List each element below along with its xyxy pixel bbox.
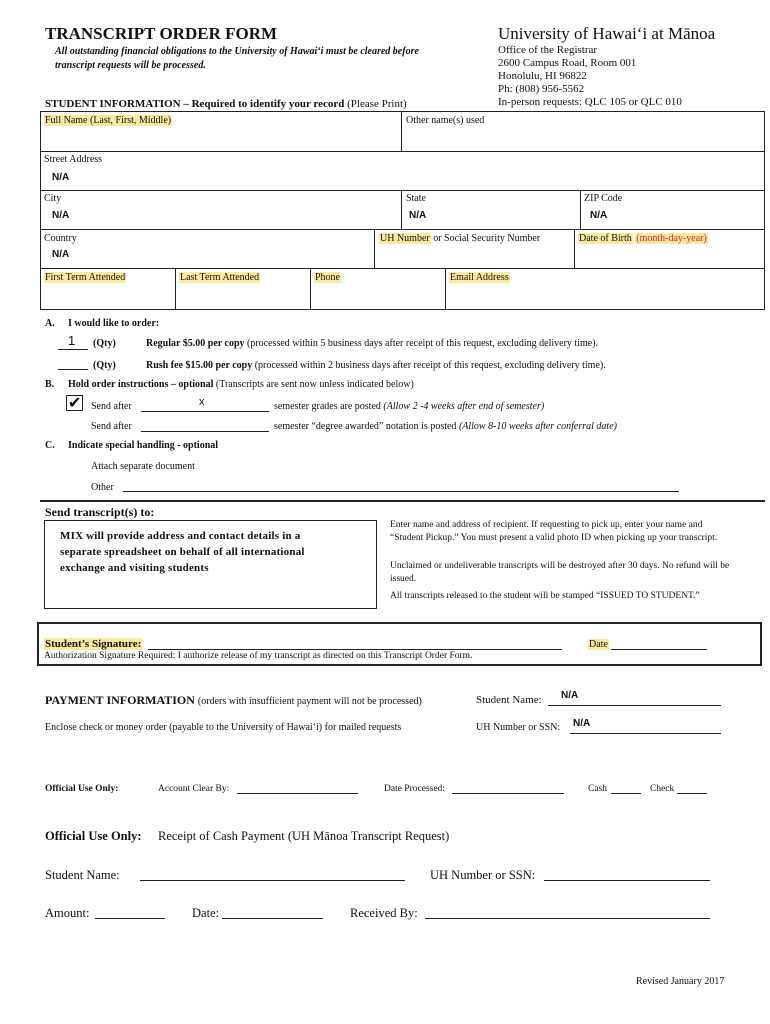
country-value[interactable]: N/A (52, 249, 70, 260)
payment-uh-ssn-input[interactable]: N/A (570, 722, 721, 734)
zip-label: ZIP Code (584, 193, 623, 204)
receipt-date-input[interactable] (222, 906, 323, 919)
payment-student-name-input[interactable]: N/A (548, 694, 721, 706)
payment-uh-ssn-label: UH Number or SSN: (476, 722, 561, 733)
receipt-student-name-label: Student Name: (45, 868, 120, 882)
attach-document-option[interactable]: Attach separate document (91, 461, 195, 472)
cash-label: Cash (588, 784, 607, 794)
state-value[interactable]: N/A (409, 210, 427, 221)
registrar-address-2: Honolulu, HI 96822 (498, 70, 587, 82)
checkmark-icon: ✔ (68, 393, 82, 412)
student-info-table (40, 111, 765, 310)
date-of-birth-field[interactable]: Date of Birth (month-day-year) (579, 233, 707, 244)
regular-option: Regular $5.00 per copy (processed within 5 business days after receipt of this request, excluding delivery time). (146, 338, 599, 349)
notice-line-2: transcript requests will be processed. (55, 60, 206, 71)
section-c-heading: Indicate special handling - optional (68, 440, 219, 451)
signature-date-input[interactable] (611, 639, 707, 650)
check-label: Check (650, 784, 675, 794)
cash-input[interactable] (611, 784, 641, 794)
rush-qty-input[interactable] (58, 358, 88, 370)
phone-field[interactable]: Phone (315, 272, 340, 283)
receipt-student-name-input[interactable] (140, 868, 405, 881)
city-label: City (44, 193, 62, 204)
section-a-label: A. (45, 318, 55, 329)
payment-student-name-label: Student Name: (476, 694, 542, 706)
student-info-heading: STUDENT INFORMATION – Required to identify your record (Please Print) (45, 98, 407, 110)
receipt-date-label: Date: (192, 906, 220, 920)
hold-grades-checkbox[interactable] (66, 395, 83, 411)
receipt-title: Receipt of Cash Payment (UH Mānoa Transcript Request) (158, 829, 450, 843)
uh-number-field[interactable]: UH Number or Social Security Number (380, 233, 541, 244)
hold-degree-send-after: Send after (91, 421, 132, 432)
email-field[interactable]: Email Address (450, 272, 509, 283)
full-name-field[interactable]: Full Name (Last, First, Middle) (45, 115, 172, 126)
zip-value[interactable]: N/A (590, 210, 608, 221)
hold-grades-text: semester grades are posted (Allow 2 -4 weeks after end of semester) (274, 401, 545, 412)
signature-label: Student’s Signature: (45, 638, 142, 650)
receipt-received-by-label: Received By: (350, 906, 418, 920)
official-use-label: Official Use Only: (45, 784, 119, 794)
signature-input[interactable] (148, 638, 562, 650)
receipt-uh-ssn-input[interactable] (544, 868, 710, 881)
other-names-field[interactable]: Other name(s) used (406, 115, 485, 126)
last-term-field[interactable]: Last Term Attended (180, 272, 260, 283)
state-label: State (406, 193, 426, 204)
hold-grades-semester-input[interactable]: x (141, 402, 269, 412)
other-handling-input[interactable] (123, 482, 679, 492)
rush-qty-label: (Qty) (93, 360, 116, 371)
first-term-field[interactable]: First Term Attended (45, 272, 126, 283)
registrar-address-1: 2600 Campus Road, Room 001 (498, 57, 637, 69)
account-clear-label: Account Clear By: (158, 784, 230, 794)
section-b-heading: Hold order instructions – optional (Transcripts are sent now unless indicated below) (68, 379, 414, 390)
section-b-label: B. (45, 379, 55, 390)
date-processed-input[interactable] (452, 784, 564, 794)
hold-grades-send-after: Send after (91, 401, 132, 412)
recipient-instructions-1: Enter name and address of recipient. If requesting to pick up, enter your name and “Student Pickup.” You must present a valid photo ID when picking up your transcript. (390, 520, 718, 543)
section-c-label: C. (45, 440, 55, 451)
official-use-receipt-label: Official Use Only: (45, 829, 142, 843)
payment-heading: PAYMENT INFORMATION (orders with insufficient payment will not be processed) (45, 693, 422, 707)
regular-qty-label: (Qty) (93, 338, 116, 349)
authorization-statement: Authorization Signature Required: I authorize release of my transcript as directed on this Transcript Order Form. (44, 651, 473, 661)
enclose-payment-text: Enclose check or money order (payable to the University of Hawaiʻi) for mailed requests (45, 722, 402, 733)
form-title: TRANSCRIPT ORDER FORM (45, 24, 278, 43)
registrar-office: Office of the Registrar (498, 44, 598, 56)
recipient-address-box[interactable]: MIX will provide address and contact details in a separate spreadsheet on behalf of all international exchange and visiting students (44, 520, 377, 609)
receipt-received-by-input[interactable] (425, 906, 710, 919)
send-to-heading: Send transcript(s) to: (45, 505, 155, 519)
signature-date-label: Date (589, 639, 608, 650)
receipt-amount-label: Amount: (45, 906, 90, 920)
account-clear-input[interactable] (237, 784, 358, 794)
street-address-label: Street Address (44, 154, 103, 165)
country-label: Country (44, 233, 77, 244)
inperson-locations: In-person requests: QLC 105 or QLC 010 (498, 96, 682, 108)
recipient-instructions-3: All transcripts released to the student will be stamped “ISSUED TO STUDENT.” (390, 591, 700, 601)
street-address-value[interactable]: N/A (52, 172, 70, 183)
recipient-instructions-2: Unclaimed or undeliverable transcripts will be destroyed after 30 days. No refund will be issued. (390, 561, 730, 584)
notice-line-1: All outstanding financial obligations to the University of Hawaiʻi must be cleared before (55, 46, 419, 57)
hold-degree-text: semester “degree awarded” notation is posted (Allow 8-10 weeks after conferral date) (274, 421, 617, 432)
hold-degree-semester-input[interactable] (141, 422, 269, 432)
section-a-heading: I would like to order: (68, 318, 160, 329)
university-name: University of Hawaiʻi at Mānoa (498, 24, 716, 43)
city-value[interactable]: N/A (52, 210, 70, 221)
receipt-amount-input[interactable] (95, 906, 165, 919)
registrar-phone: Ph: (808) 956-5562 (498, 83, 585, 95)
revision-date: Revised January 2017 (636, 976, 725, 987)
other-label: Other (91, 482, 114, 493)
check-input[interactable] (677, 784, 707, 794)
rush-option: Rush fee $15.00 per copy (processed within 2 business days after receipt of this request, excluding delivery time). (146, 360, 606, 371)
regular-qty-input[interactable]: 1 (58, 336, 88, 350)
receipt-uh-ssn-label: UH Number or SSN: (430, 868, 536, 882)
date-processed-label: Date Processed: (384, 784, 445, 794)
